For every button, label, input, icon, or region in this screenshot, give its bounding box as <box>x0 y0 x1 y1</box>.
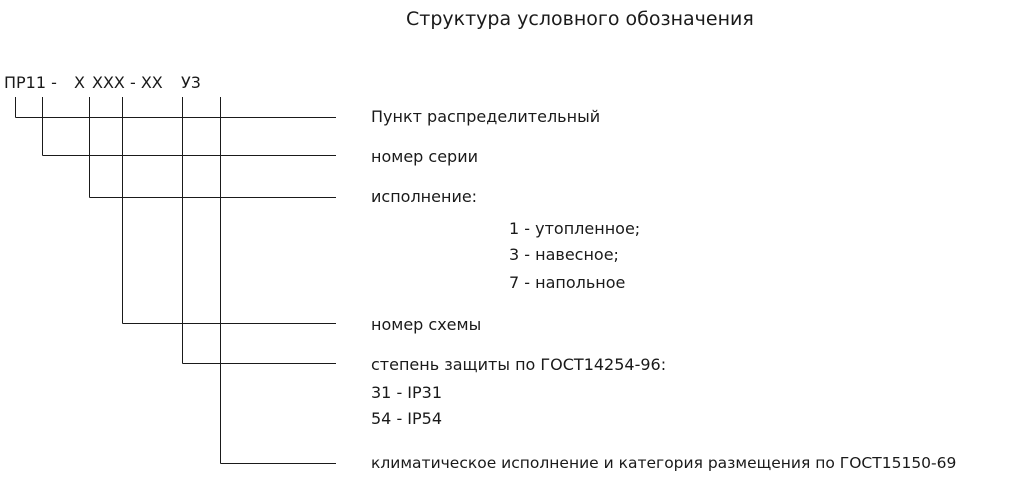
legend-protection: степень защиты по ГОСТ14254-96: <box>371 355 667 374</box>
legend-series: номер серии <box>371 147 478 166</box>
legend-protection-option: 31 - IP31 <box>371 383 443 402</box>
legend-execution-option: 1 - утопленное; <box>509 219 641 238</box>
code-scheme: XXX - XX <box>92 73 163 92</box>
code-prefix: ПР11 - <box>4 73 57 92</box>
legend-point: Пункт распределительный <box>371 107 601 126</box>
code-climate: У3 <box>181 73 201 92</box>
code-execution: X <box>74 73 85 92</box>
legend-execution-option: 7 - напольное <box>509 273 626 292</box>
legend-execution-option: 3 - навесное; <box>509 245 619 264</box>
legend-protection-option: 54 - IP54 <box>371 409 443 428</box>
diagram-title: Структура условного обозначения <box>406 8 754 30</box>
legend-execution: исполнение: <box>371 187 478 206</box>
legend-scheme: номер схемы <box>371 315 482 334</box>
legend-climate: климатическое исполнение и категория размещения по ГОСТ15150-69 <box>371 454 957 472</box>
